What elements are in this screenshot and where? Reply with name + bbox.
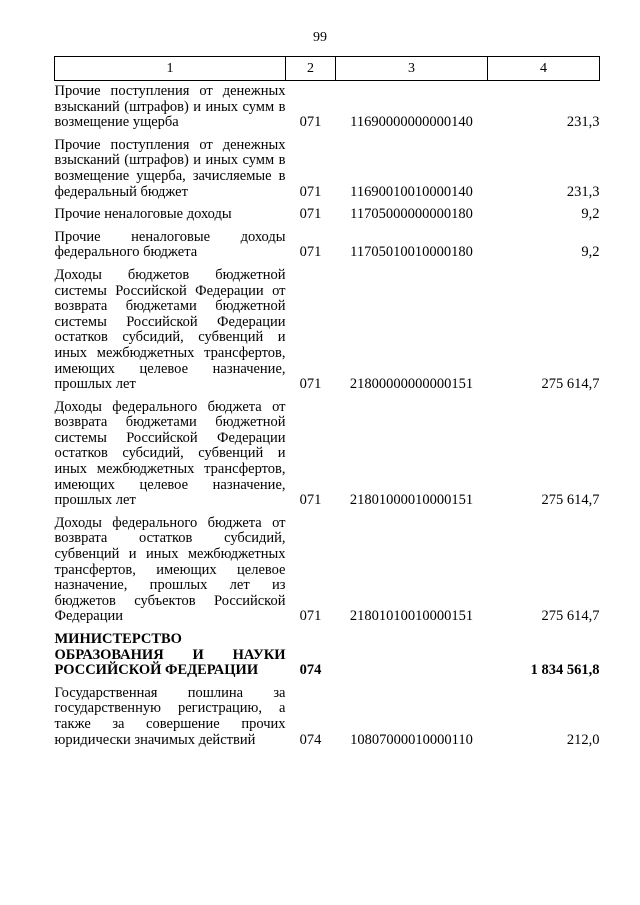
row-admin-code-cell: 074 (299, 662, 322, 679)
row-name-cell: Доходы федерального бюджета от возврата бюджетами бюджетной системы Российской Федерации остатков субсидий, субвенций и иных межбюджетных трансфертов, имеющих целевое назначение, прошлых лет (54, 398, 286, 509)
row-amount-cell: 275 614,7 (541, 376, 600, 393)
row-admin-code-cell: 074 (299, 731, 322, 748)
row-amount-cell: 9,2 (581, 244, 600, 261)
table-row (55, 629, 600, 683)
row-admin-code-cell: 071 (299, 608, 322, 625)
row-kbk-cell: 11690000000000140 (350, 114, 473, 131)
row-kbk-cell: 11705010010000180 (350, 244, 473, 261)
row-admin-code-cell: 071 (299, 206, 322, 223)
column-header-4: 4 (488, 57, 600, 81)
row-name-cell: Прочие неналоговые доходы федерального бюджета (54, 228, 286, 261)
row-kbk-cell (336, 629, 488, 683)
row-kbk-cell: 11705000000000180 (350, 206, 473, 223)
row-amount-cell: 231,3 (566, 183, 600, 200)
row-amount-cell: 275 614,7 (541, 492, 600, 509)
table-row (55, 135, 600, 204)
row-kbk-cell: 21800000000000151 (349, 376, 474, 393)
row-admin-code-cell: 071 (299, 244, 322, 261)
column-header-2: 2 (286, 57, 336, 81)
column-header-1: 1 (55, 57, 286, 81)
table-row (55, 81, 600, 135)
row-amount-cell: 212,0 (566, 731, 600, 748)
row-admin-code-cell: 071 (299, 114, 322, 131)
row-name-cell: Прочие поступления от денежных взысканий (штрафов) и иных сумм в возмещение ущерба, зачисляемые в федеральный бюджет (54, 136, 286, 200)
row-name-cell: Прочие неналоговые доходы (54, 206, 232, 223)
table-row (55, 265, 600, 397)
column-header-3: 3 (336, 57, 488, 81)
row-kbk-cell: 11690010010000140 (350, 183, 473, 200)
row-admin-code-cell: 071 (299, 376, 322, 393)
table-header-row (55, 57, 600, 81)
row-name-cell: Доходы федерального бюджета от возврата остатков субсидий, субвенций и иных межбюджетных трансфертов, имеющих целевое назначение, прошлых лет из бюджетов субъектов Российской Федерации (54, 514, 286, 625)
row-kbk-cell: 21801000010000151 (349, 492, 474, 509)
row-name-cell: Прочие поступления от денежных взысканий (штрафов) и иных сумм в возмещение ущерба (54, 83, 286, 131)
row-admin-code-cell: 071 (299, 183, 322, 200)
row-kbk-cell: 21801010010000151 (349, 608, 474, 625)
row-kbk-cell: 10807000010000110 (350, 731, 473, 748)
row-amount-cell: 275 614,7 (541, 608, 600, 625)
table-row (55, 204, 600, 227)
table-body (55, 81, 600, 753)
table-row (55, 397, 600, 513)
page-number: 99 (313, 30, 327, 45)
revenue-table (54, 56, 600, 752)
row-amount-cell: 1 834 561,8 (530, 662, 600, 679)
row-name-cell: Государственная пошлина за государственную регистрацию, а также за совершение прочих юридически значимых действий (54, 684, 286, 748)
table-row (55, 683, 600, 752)
table-row (55, 513, 600, 629)
table-row (55, 227, 600, 265)
row-amount-cell: 9,2 (581, 206, 600, 223)
row-name-cell: Доходы бюджетов бюджетной системы Российской Федерации от возврата бюджетами бюджетной системы Российской Федерации остатков субсидий, субвенций и иных межбюджетных трансфертов, имеющих целевое назначение, прошлых лет (54, 266, 286, 393)
row-amount-cell: 231,3 (566, 114, 600, 131)
row-name-cell: МИНИСТЕРСТВО ОБРАЗОВАНИЯ И НАУКИ РОССИЙСКОЙ ФЕДЕРАЦИИ (54, 631, 286, 679)
row-admin-code-cell: 071 (299, 492, 322, 509)
